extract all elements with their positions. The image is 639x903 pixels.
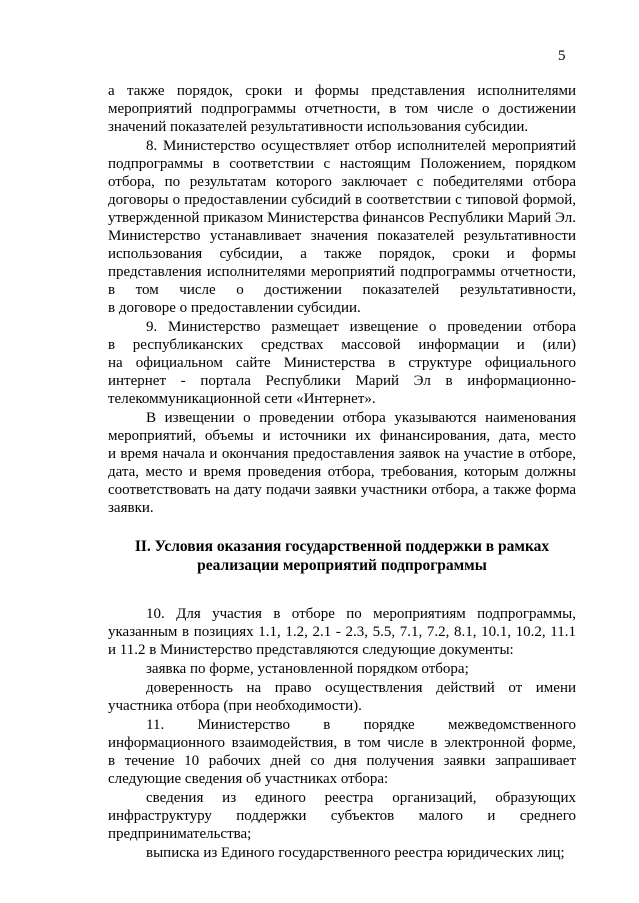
- section-heading: II. Условия оказания государственной поддержки в рамках: [134, 538, 550, 555]
- text-line: 11. Министерство в порядке межведомственного: [146, 717, 576, 733]
- text-line: заявки.: [108, 500, 154, 516]
- text-line: и 11.2 в Министерство представляются следующие документы:: [108, 642, 514, 658]
- text-line: в том числе о достижении показателей результативности,: [108, 282, 576, 298]
- text-line: и время начала и окончания предоставления заявок на участие в отборе,: [108, 446, 576, 462]
- text-line: использования субсидии, а также порядок, сроки и формы: [108, 246, 576, 262]
- text-line: мероприятий, объемы и источники их финансирования, дата, место: [108, 428, 576, 444]
- section-heading: реализации мероприятий подпрограммы: [197, 557, 487, 574]
- text-line: заявка по форме, установленной порядком отбора;: [146, 661, 469, 677]
- text-line: интернет - портала Республики Марий Эл в информационно-: [108, 373, 576, 389]
- text-line: следующие сведения об участниках отбора:: [108, 771, 389, 787]
- text-line: договоры о предоставлении субсидий в соответствии с типовой формой,: [108, 192, 576, 208]
- text-line: значений показателей результативности использования субсидии.: [108, 119, 529, 135]
- text-line: 8. Министерство осуществляет отбор исполнителей мероприятий: [146, 138, 576, 154]
- text-line: предпринимательства;: [108, 826, 252, 842]
- text-line: Министерство устанавливает значения показателей результативности: [108, 228, 576, 244]
- text-line: сведения из единого реестра организаций, образующих: [146, 790, 576, 806]
- text-line: на официальном сайте Министерства в структуре официального: [108, 355, 576, 371]
- text-line: указанным в позициях 1.1, 1.2, 2.1 - 2.3, 5.5, 7.1, 7.2, 8.1, 10.1, 10.2, 11.1: [108, 624, 576, 640]
- text-line: 10. Для участия в отборе по мероприятиям подпрограммы,: [146, 606, 576, 622]
- page-number: 5: [558, 48, 566, 64]
- text-line: а также порядок, сроки и формы представления исполнителями: [108, 83, 576, 99]
- text-line: представления исполнителями мероприятий подпрограммы отчетности,: [108, 264, 576, 280]
- text-line: 9. Министерство размещает извещение о проведении отбора: [146, 319, 576, 335]
- text-line: в договоре о предоставлении субсидии.: [108, 300, 361, 316]
- text-line: в течение 10 рабочих дней со дня получения заявки запрашивает: [108, 753, 576, 769]
- text-line: отбора, по результатам которого заключает с победителями отбора: [108, 174, 576, 190]
- text-line: информационного взаимодействия, в том числе в электронной форме,: [108, 735, 576, 751]
- text-line: участника отбора (при необходимости).: [108, 698, 362, 714]
- text-line: инфраструктуру поддержки субъектов малого и среднего: [108, 808, 576, 824]
- text-line: выписка из Единого государственного реестра юридических лиц;: [146, 845, 565, 861]
- text-line: доверенность на право осуществления действий от имени: [146, 680, 576, 696]
- text-line: подпрограммы в соответствии с настоящим Положением, порядком: [108, 156, 576, 172]
- text-line: в республиканских средствах массовой информации и (или): [108, 337, 576, 353]
- text-line: утвержденной приказом Министерства финансов Республики Марий Эл.: [108, 210, 576, 226]
- text-line: В извещении о проведении отбора указываются наименования: [146, 410, 576, 426]
- text-line: телекоммуникационной сети «Интернет».: [108, 391, 376, 407]
- text-line: дата, место и время проведения отбора, требования, которым должны: [108, 464, 576, 480]
- text-line: мероприятий подпрограммы отчетности, в том числе о достижении: [108, 101, 576, 117]
- text-line: соответствовать на дату подачи заявки участники отбора, а также форма: [108, 482, 576, 498]
